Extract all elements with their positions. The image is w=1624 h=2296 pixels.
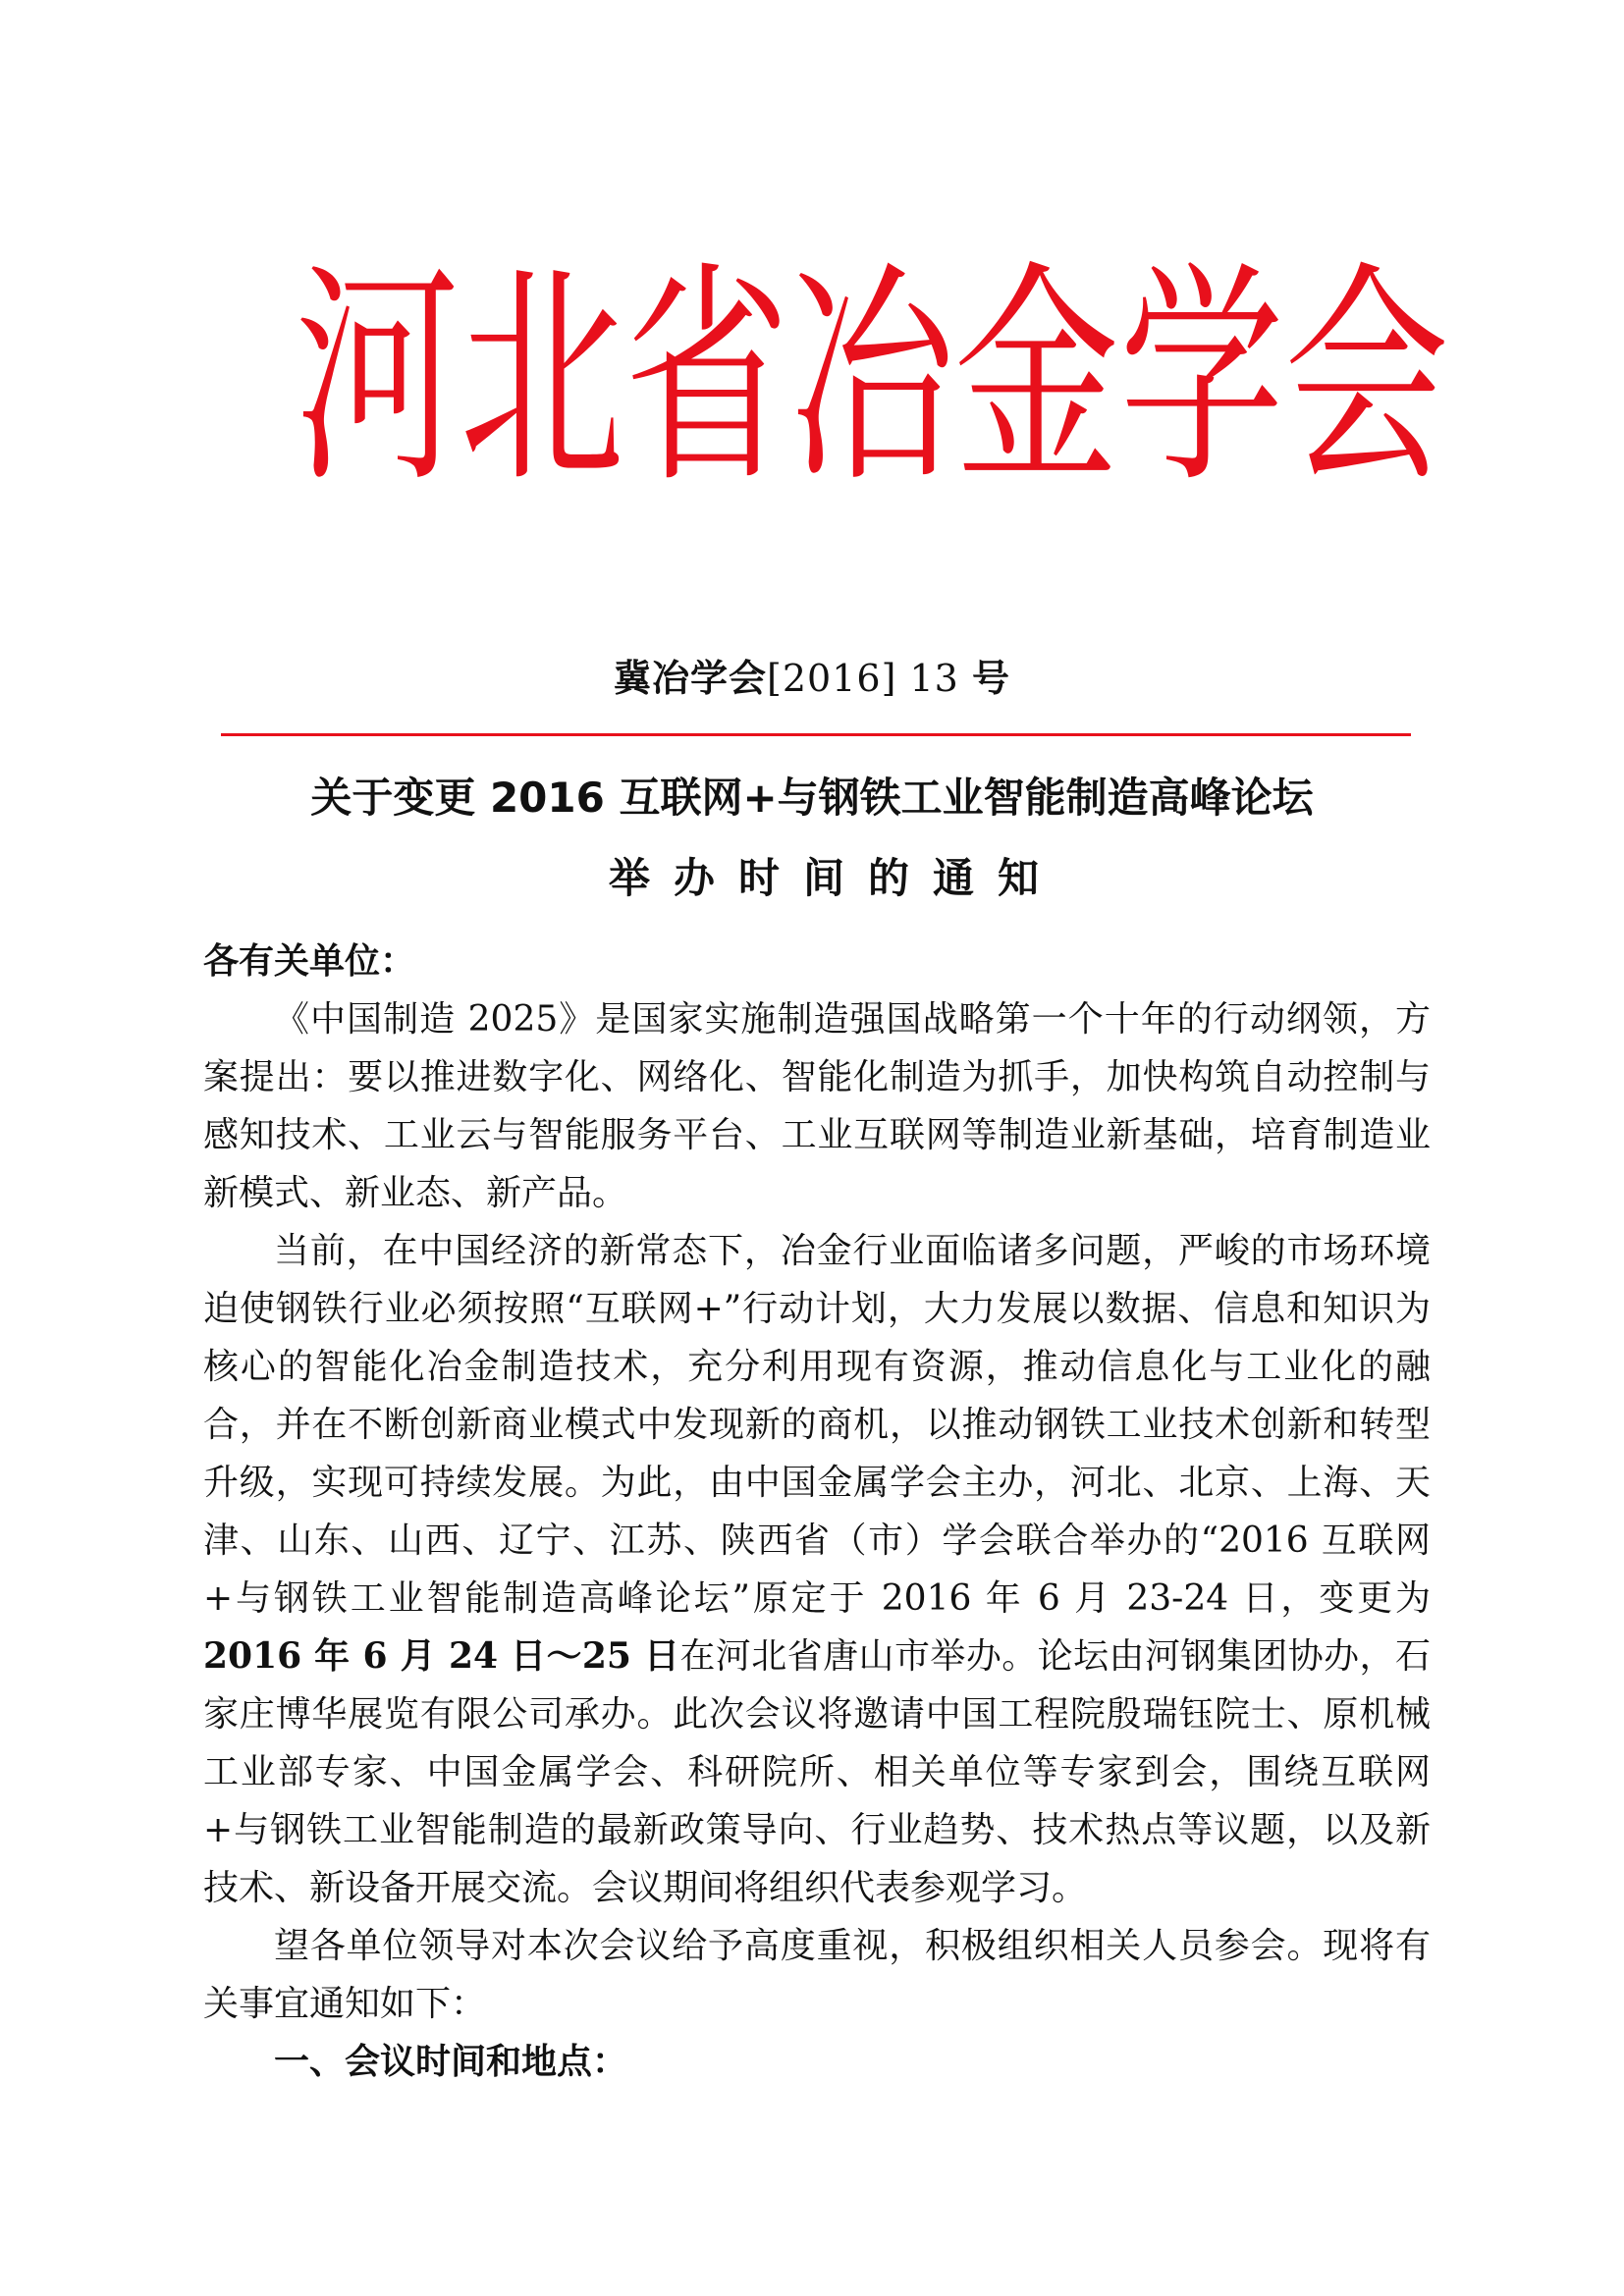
letterhead-char: 北 [460,240,624,515]
paragraph-2-new-date: 2016 年 6 月 24 日～25 日 [203,1635,680,1677]
red-divider-line [221,733,1411,736]
letterhead-char: 省 [624,240,789,515]
letterhead-char: 学 [1119,240,1284,515]
paragraph-2-text-before: 当前，在中国经济的新常态下，冶金行业面临诸多问题，严峻的市场环境迫使钢铁行业必须按照“互联网+”行动计划，大力发展以数据、信息和知识为核心的智能化冶金制造技术，充分利用现有资源，推动信息化与工业化的融合，并在不断创新商业模式中发现新的商机，以推动钢铁工业技术创新和转型升级，实现可持续发展。为此，由中国金属学会主办，河北、北京、上海、天津、山东、山西、辽宁、江苏、陕西省（市）学会联合举办的“2016 互联网+与钢铁工业智能制造高峰论坛”原定于 2016 年 6 月 23-24 日，变更为 [203,1231,1431,1619]
document-number-year: [2016] [767,657,897,700]
notice-title-line-2: 举办时间的通知 [608,854,1062,902]
salutation: 各有关单位： [203,941,416,982]
paragraph-2-text-after: 在河北省唐山市举办。论坛由河钢集团协办，石家庄博华展览有限公司承办。此次会议将邀请中国工程院殷瑞钰院士、原机械工业部专家、中国金属学会、科研院所、相关单位等专家到会，围绕互联网+与钢铁工业智能制造的最新政策导向、行业趋势、技术热点等议题，以及新技术、新设备开展交流。会议期间将组织代表参观学习。 [203,1636,1431,1908]
document-number-value: 13 [909,657,959,700]
notice-body [203,933,1431,2091]
section-heading-1: 一、会议时间和地点： [274,2042,628,2082]
document-number-suffix: 号 [971,657,1010,700]
document-number [0,648,1624,702]
letterhead-char: 金 [954,240,1119,515]
letterhead-char: 冶 [789,240,954,515]
paragraph-1: 《中国制造 2025》是国家实施制造强国战略第一个十年的行动纲领，方案提出：要以推进数字化、网络化、智能化制造为抓手，加快构筑自动控制与感知技术、工业云与智能服务平台、工业互联网等制造业新基础，培育制造业新模式、新业态、新产品。 [203,999,1431,1213]
letterhead-char: 会 [1284,240,1449,515]
paragraph-3: 望各单位领导对本次会议给予高度重视，积极组织相关人员参会。现将有关事宜通知如下： [203,1926,1431,2024]
notice-title-line-1: 关于变更 2016 互联网+与钢铁工业智能制造高峰论坛 [310,774,1314,822]
letterhead-title [295,240,1449,515]
document-number-prefix: 冀冶学会 [614,657,768,700]
letterhead-char: 河 [295,240,460,515]
paragraph-2 [203,1222,1431,1917]
